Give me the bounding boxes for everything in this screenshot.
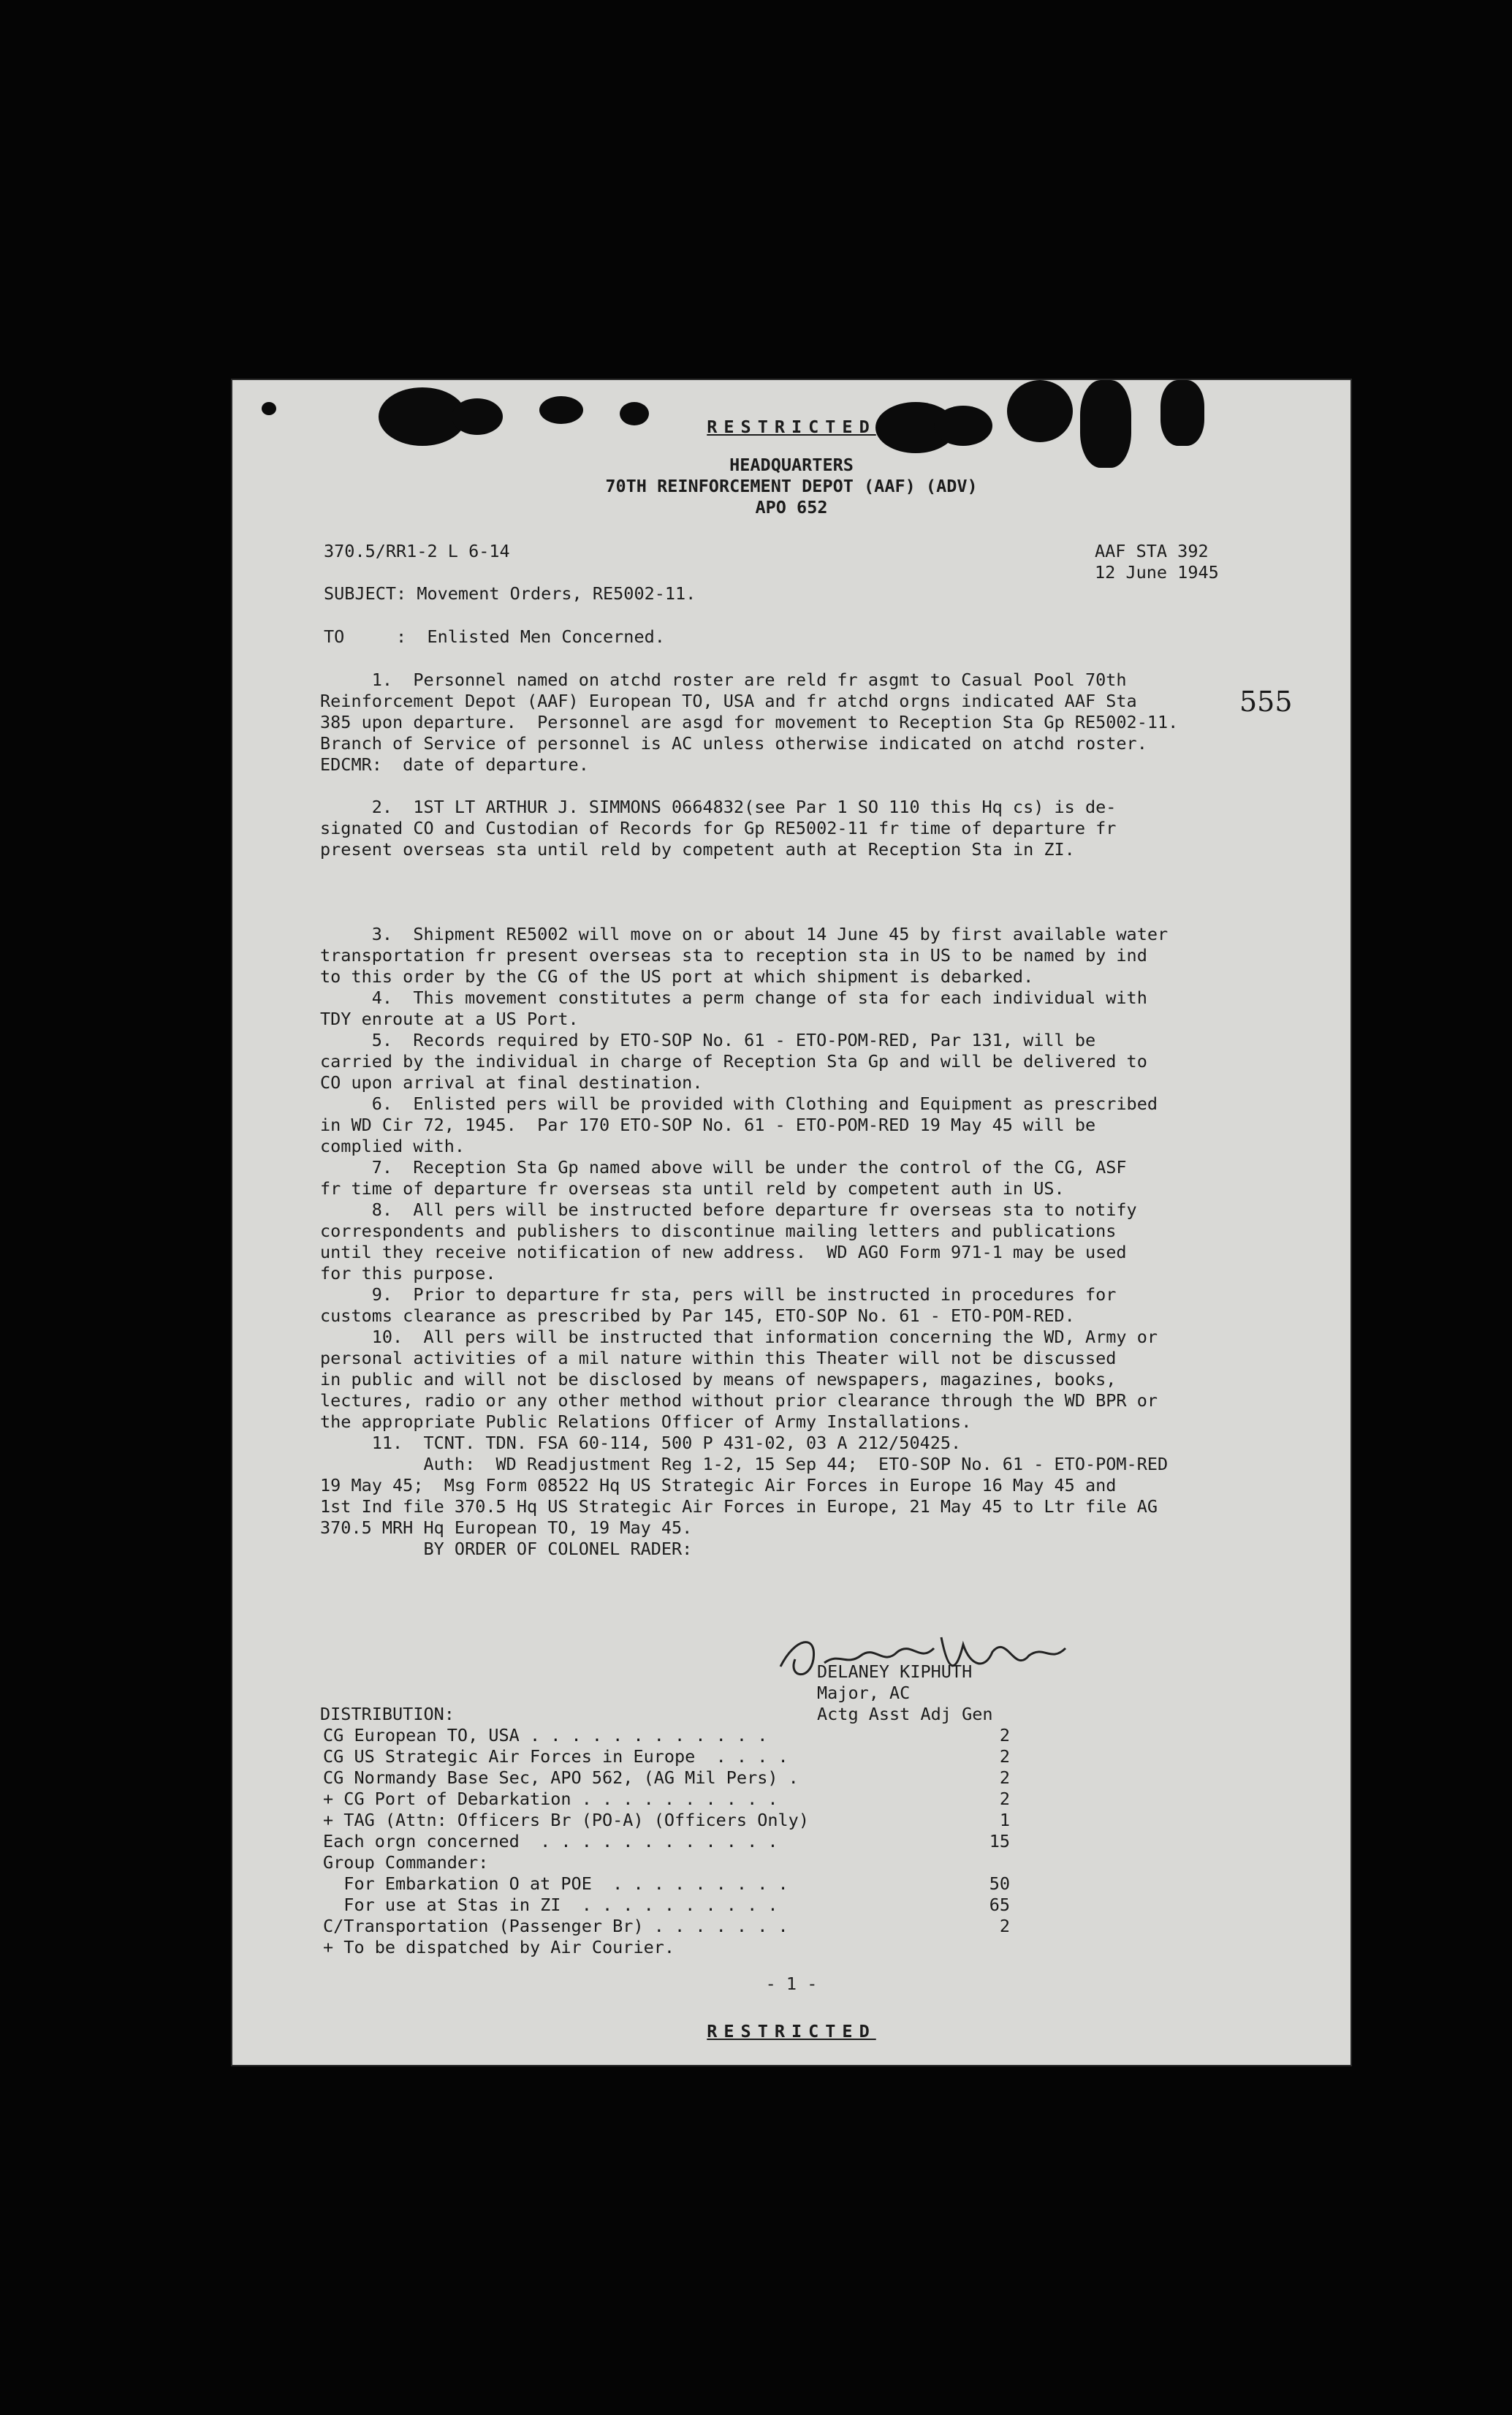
body-line: 8. All pers will be instructed before departure fr overseas sta to notify [320,1199,1137,1220]
classification-top: RESTRICTED [707,417,876,437]
distribution-count: 2 [999,1767,1010,1788]
header-line-2: 70TH REINFORCEMENT DEPOT (AAF) (ADV) [605,476,978,496]
distribution-count: 15 [989,1831,1010,1851]
distribution-row [323,1789,1171,1810]
distribution-count: 2 [999,1746,1010,1767]
distribution-row [323,1746,1171,1767]
subject-line: SUBJECT: Movement Orders, RE5002-11. [324,583,696,604]
distribution-label: CG US Strategic Air Forces in Europe . . . . [323,1746,789,1767]
distribution-count: 2 [999,1789,1010,1809]
body-line: TDY enroute at a US Port. [320,1009,579,1029]
distribution-row [323,1916,1171,1937]
body-line: Reinforcement Depot (AAF) European TO, USA and fr atchd orgns indicated AAF Sta [320,691,1137,711]
distribution-label: CG Normandy Base Sec, APO 562, (AG Mil Pers) . [323,1767,799,1788]
distribution-label: Group Commander: [323,1852,489,1873]
distribution-count: 2 [999,1725,1010,1745]
signature-name: DELANEY KIPHUTH [817,1661,973,1682]
distribution-row [323,1767,1171,1789]
distribution-count: 1 [999,1810,1010,1830]
body-line: complied with. [320,1136,466,1156]
stamp-number: 555 [1239,686,1293,718]
body-line: transportation fr present overseas sta to reception sta in US to be named by ind [320,945,1147,966]
body-line: BY ORDER OF COLONEL RADER: [320,1539,693,1559]
body-line: 11. TCNT. TDN. FSA 60-114, 500 P 431-02, 03 A 212/50425. [320,1433,962,1453]
distribution-count: 50 [989,1873,1010,1894]
body-line: 385 upon departure. Personnel are asgd for movement to Reception Sta Gp RE5002-11. [320,712,1179,732]
distribution-label: C/Transportation (Passenger Br) . . . . . . . [323,1916,789,1936]
body-line: signated CO and Custodian of Records for Gp RE5002-11 fr time of departure fr [320,818,1117,838]
distribution-row [323,1725,1171,1746]
body-line: for this purpose. [320,1263,496,1284]
classification-bottom: RESTRICTED [707,2021,876,2041]
signature-rank: Major, AC [817,1683,911,1703]
to-line: TO : Enlisted Men Concerned. [324,626,665,647]
signature-title: Actg Asst Adj Gen [817,1704,993,1724]
body-line: personal activities of a mil nature within this Theater will not be discussed [320,1348,1117,1368]
distribution-row [323,1810,1171,1831]
body-line: correspondents and publishers to discontinue mailing letters and publications [320,1221,1117,1241]
body-line: present overseas sta until reld by competent auth at Reception Sta in ZI. [320,839,1075,860]
distribution-label: + TAG (Attn: Officers Br (PO-A) (Officers Only) [323,1810,809,1830]
body-line: customs clearance as prescribed by Par 145, ETO-SOP No. 61 - ETO-POM-RED. [320,1305,1075,1326]
document-date: 12 June 1945 [1095,562,1219,583]
distribution-label: Each orgn concerned . . . . . . . . . . . . [323,1831,778,1851]
distribution-label: For Embarkation O at POE . . . . . . . . . [323,1873,789,1894]
body-line: the appropriate Public Relations Officer of Army Installations. [320,1411,972,1432]
distribution-label: + CG Port of Debarkation . . . . . . . . . . [323,1789,778,1809]
body-line: 1st Ind file 370.5 Hq US Strategic Air Forces in Europe, 21 May 45 to Ltr file AG [320,1496,1158,1517]
body-line: fr time of departure fr overseas sta until reld by competent auth in US. [320,1178,1065,1199]
body-line: 2. 1ST LT ARTHUR J. SIMMONS 0664832(see Par 1 SO 110 this Hq cs) is de- [320,797,1117,817]
body-line: Auth: WD Readjustment Reg 1-2, 15 Sep 44; ETO-SOP No. 61 - ETO-POM-RED [320,1454,1169,1474]
file-reference: 370.5/RR1-2 L 6-14 [324,541,510,561]
body-line: carried by the individual in charge of Reception Sta Gp and will be delivered to [320,1051,1147,1072]
distribution-label: For use at Stas in ZI . . . . . . . . . . [323,1895,778,1915]
body-line: in WD Cir 72, 1945. Par 170 ETO-SOP No. 61 - ETO-POM-RED 19 May 45 will be [320,1115,1096,1135]
body-line: 1. Personnel named on atchd roster are reld fr asgmt to Casual Pool 70th [320,670,1127,690]
body-line: 5. Records required by ETO-SOP No. 61 - ETO-POM-RED, Par 131, will be [320,1030,1096,1050]
distribution-title: DISTRIBUTION: [320,1704,455,1724]
header-line-3: APO 652 [755,497,828,518]
body-line: CO upon arrival at final destination. [320,1072,703,1093]
distribution-count: 2 [999,1916,1010,1936]
header-line-1: HEADQUARTERS [729,455,854,475]
body-line: 7. Reception Sta Gp named above will be under the control of the CG, ASF [320,1157,1127,1178]
body-line: 3. Shipment RE5002 will move on or about 14 June 45 by first available water [320,924,1169,944]
distribution-row [323,1852,1171,1873]
station: AAF STA 392 [1095,541,1209,561]
distribution-label: + To be dispatched by Air Courier. [323,1937,675,1957]
body-line: 370.5 MRH Hq European TO, 19 May 45. [320,1517,693,1538]
document-page [232,380,1350,2065]
body-line: 10. All pers will be instructed that information concerning the WD, Army or [320,1327,1158,1347]
distribution-label: CG European TO, USA . . . . . . . . . . . . [323,1725,768,1745]
body-line: lectures, radio or any other method without prior clearance through the WD BPR or [320,1390,1158,1411]
ink-blot [262,402,276,415]
distribution-row [323,1937,1171,1958]
distribution-count: 65 [989,1895,1010,1915]
body-line: 6. Enlisted pers will be provided with Clothing and Equipment as prescribed [320,1093,1158,1114]
body-line: EDCMR: date of departure. [320,754,589,775]
body-line: Branch of Service of personnel is AC unless otherwise indicated on atchd roster. [320,733,1147,754]
body-line: 9. Prior to departure fr sta, pers will be instructed in procedures for [320,1284,1117,1305]
body-line: in public and will not be disclosed by means of newspapers, magazines, books, [320,1369,1117,1390]
body-line: to this order by the CG of the US port at which shipment is debarked. [320,966,1034,987]
page-number: - 1 - [765,1974,818,1994]
distribution-row [323,1873,1171,1895]
distribution-row [323,1895,1171,1916]
distribution-row [323,1831,1171,1852]
body-line: until they receive notification of new address. WD AGO Form 971-1 may be used [320,1242,1127,1262]
body-line: 4. This movement constitutes a perm change of sta for each individual with [320,987,1147,1008]
body-line: 19 May 45; Msg Form 08522 Hq US Strategic Air Forces in Europe 16 May 45 and [320,1475,1117,1495]
